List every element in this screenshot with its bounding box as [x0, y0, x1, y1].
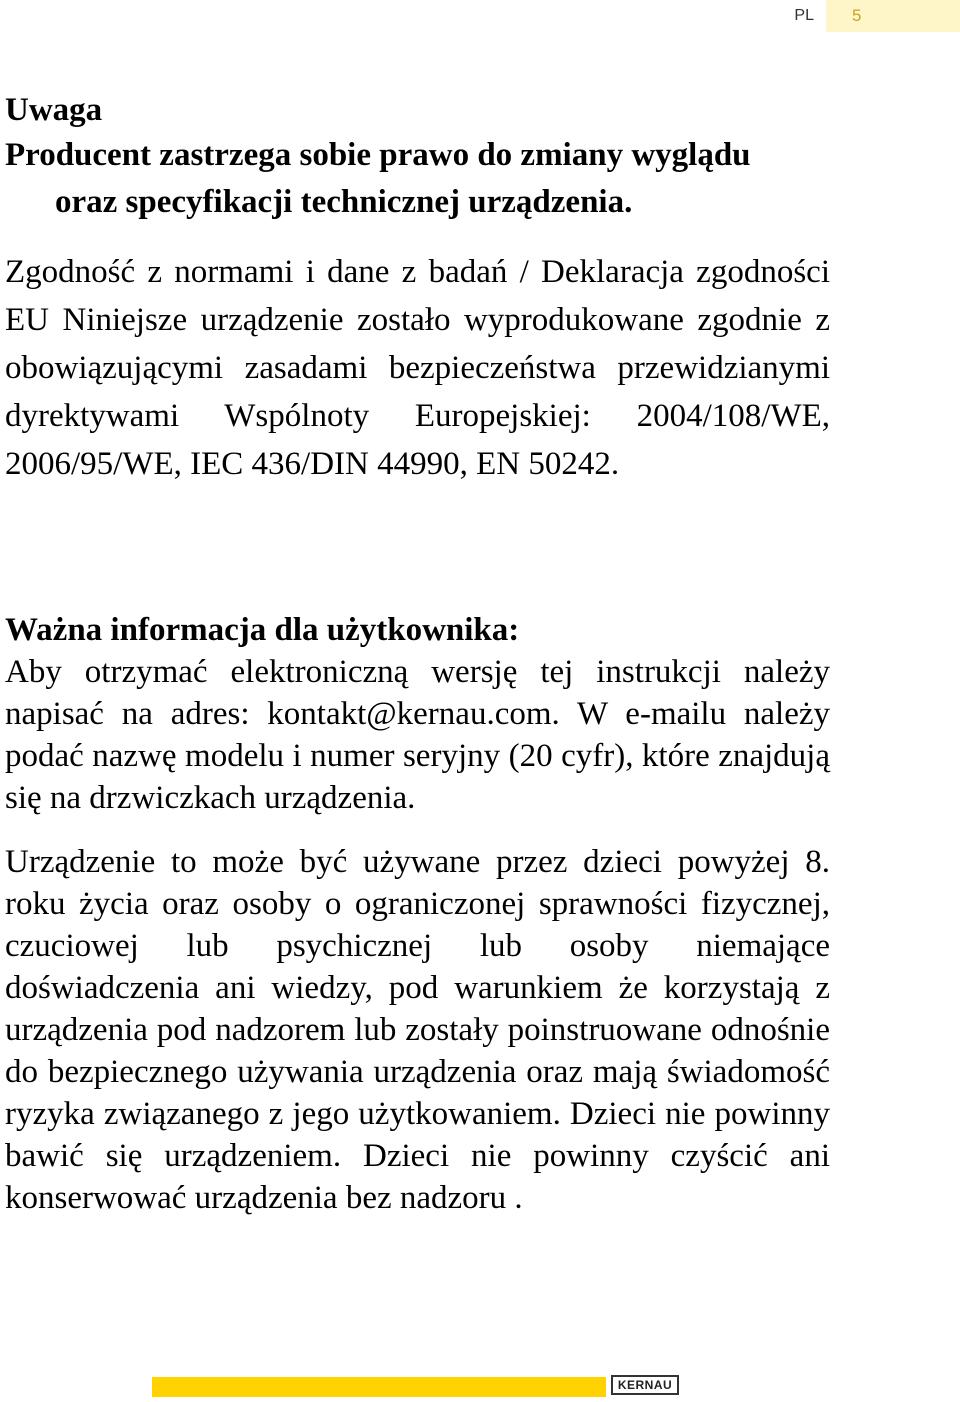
- important-info-title: Ważna informacja dla użytkownika:: [5, 612, 520, 648]
- kernau-logo: KERNAU: [611, 1375, 679, 1395]
- notice-title: Uwaga: [5, 92, 103, 128]
- language-code: PL: [794, 7, 814, 24]
- page-number: 5: [826, 0, 960, 32]
- page-header: [794, 0, 960, 32]
- notice-body: [5, 132, 830, 226]
- children-safety-paragraph: Urządzenie to może być używane przez dzieci powyżej 8. roku życia oraz osoby o ograniczonej sprawności fizycznej, czuciowej lub psychicznej lub osoby niemające doświadczenia ani wiedzy, pod warunkiem że korzystają z urządzenia pod nadzorem lub zostały poinstruowane odnośnie do bezpiecznego używania urządzenia oraz mają świadomość ryzyka związanego z jego użytkowaniem. Dzieci nie powinny bawić się urządzeniem. Dzieci nie powinny czyścić ani konserwować urządzenia bez nadzoru .: [5, 844, 830, 1216]
- notice-line-1: Producent zastrzega sobie prawo do zmiany wyglądu: [5, 137, 751, 173]
- important-info-section: [5, 609, 830, 819]
- important-info-text: Aby otrzymać elektroniczną wersję tej instrukcji należy napisać na adres: kontakt@kernau.com. W e-mailu należy podać nazwę modelu i numer seryjny (20 cyfr), które znajdują się na drzwiczkach urządzenia.: [5, 654, 830, 816]
- notice-line-2: oraz specyfikacji technicznej urządzenia.: [55, 184, 633, 220]
- eu-conformity-paragraph: Zgodność z normami i dane z badań / Deklaracja zgodności EU Niniejsze urządzenie zostało wyprodukowane zgodnie z obowiązującymi zasadami bezpieczeństwa przewidzianymi dyrektywami Wspólnoty Europejskiej: 2004/108/WE, 2006/95/WE, IEC 436/DIN 44990, EN 50242.: [5, 254, 830, 482]
- footer-bar: [152, 1377, 606, 1397]
